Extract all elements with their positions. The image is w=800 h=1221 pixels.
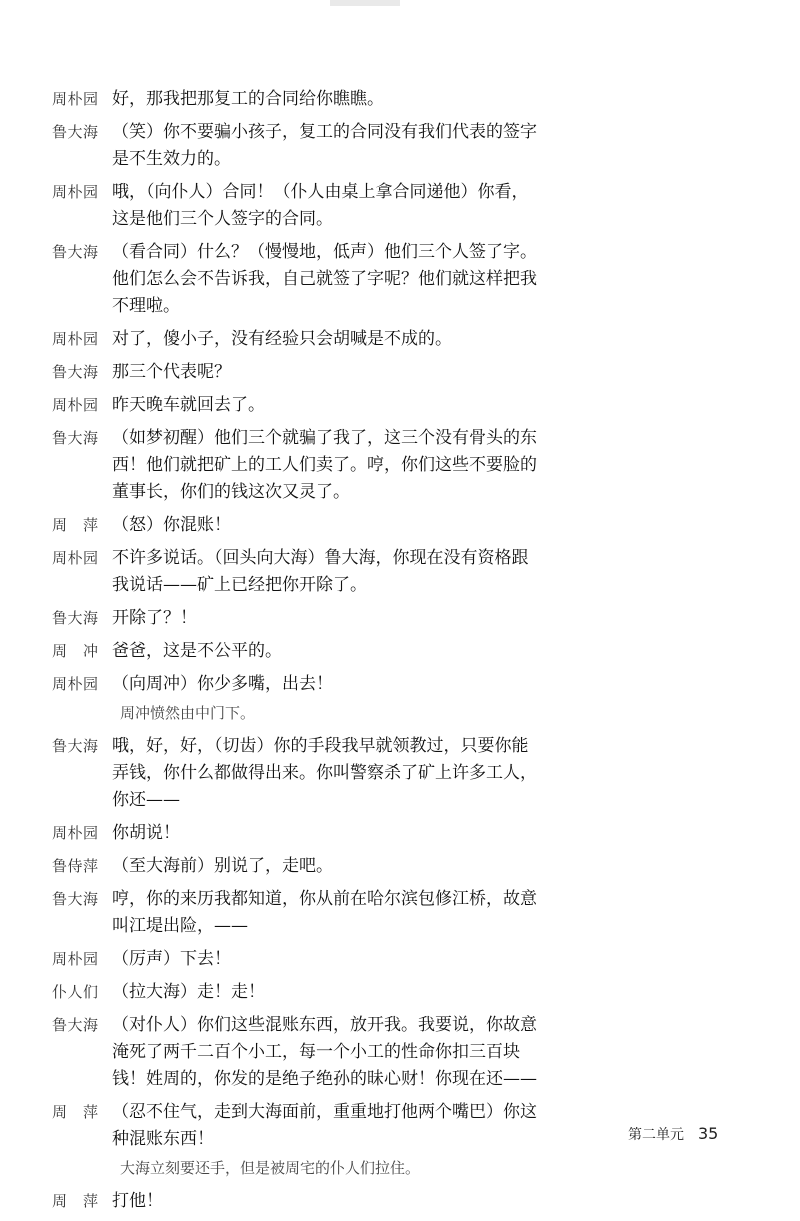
dialogue-line	[52, 979, 752, 1006]
dialogue-line	[52, 1188, 752, 1215]
speaker-name: 周朴园	[52, 675, 99, 693]
dialogue-text: 那三个代表呢？	[112, 362, 231, 382]
dialogue-line	[52, 1012, 752, 1093]
speaker-name: 周朴园	[52, 183, 99, 201]
speaker-name: 鲁大海	[52, 1016, 99, 1034]
speaker-name: 周朴园	[52, 396, 99, 414]
dialogue-text: （向周冲）你少多嘴，出去！	[112, 674, 333, 694]
stage-direction: 大海立刻要还手，但是被周宅的仆人们拉住。	[120, 1159, 421, 1177]
speaker-name: 鲁大海	[52, 609, 99, 627]
dialogue-text: 好，那我把那复工的合同给你瞧瞧。	[112, 89, 384, 109]
dialogue-text: 哦，好，好，（切齿）你的手段我早就领教过，只要你能弄钱，你什么都做得出来。你叫警察杀了矿上许多工人，你还——	[112, 736, 537, 810]
speaker-name: 周朴园	[52, 549, 99, 567]
speaker-name: 周 冲	[52, 642, 99, 660]
speaker-name: 鲁大海	[52, 737, 99, 755]
dialogue-text: 昨天晚车就回去了。	[112, 395, 265, 415]
page-number: 35	[698, 1124, 719, 1143]
dialogue-text: 不许多说话。（回头向大海）鲁大海，你现在没有资格跟我说话——矿上已经把你开除了。	[112, 548, 529, 595]
dialogue-line	[52, 119, 752, 173]
speaker-name: 鲁大海	[52, 429, 99, 447]
dialogue-line	[52, 638, 752, 665]
dialogue-text: 对了，傻小子，没有经验只会胡喊是不成的。	[112, 329, 452, 349]
speaker-name: 周朴园	[52, 950, 99, 968]
page-footer	[628, 1124, 718, 1144]
dialogue-line	[52, 326, 752, 353]
speaker-name: 鲁大海	[52, 363, 99, 381]
dialogue-text: （怒）你混账！	[112, 515, 231, 535]
speaker-name: 仆人们	[52, 983, 99, 1001]
dialogue-line	[52, 605, 752, 632]
speaker-name: 周朴园	[52, 90, 99, 108]
dialogue-line	[52, 425, 752, 506]
dialogue-line	[52, 239, 752, 320]
dialogue-text: 哦，（向仆人）合同！（仆人由桌上拿合同递他）你看，这是他们三个人签字的合同。	[112, 182, 529, 229]
dialogue-text: 打他！	[112, 1191, 163, 1211]
dialogue-text: （拉大海）走！走！	[112, 982, 265, 1002]
dialogue-line	[52, 545, 752, 599]
dialogue-line	[52, 392, 752, 419]
dialogue-line	[52, 733, 752, 814]
speaker-name: 周 萍	[52, 1192, 99, 1210]
speaker-name: 鲁大海	[52, 890, 99, 908]
scan-mark	[330, 0, 400, 6]
speaker-name: 鲁侍萍	[52, 857, 99, 875]
dialogue-line	[52, 671, 752, 698]
speaker-name: 鲁大海	[52, 123, 99, 141]
dialogue-text: （忍不住气，走到大海面前，重重地打他两个嘴巴）你这种混账东西！	[112, 1102, 537, 1149]
speaker-name: 周 萍	[52, 516, 99, 534]
dialogue-text: （笑）你不要骗小孩子，复工的合同没有我们代表的签字是不生效力的。	[112, 122, 537, 169]
dialogue-text: （看合同）什么？（慢慢地，低声）他们三个人签了字。他们怎么会不告诉我，自己就签了字呢？他们就这样把我不理啦。	[112, 242, 537, 316]
speaker-name: 周朴园	[52, 330, 99, 348]
dialogue-text: 开除了？！	[112, 608, 197, 628]
unit-label: 第二单元	[628, 1127, 684, 1143]
dialogue-line	[52, 820, 752, 847]
dialogue-line	[52, 179, 752, 233]
dialogue-line	[52, 86, 752, 113]
dialogue-line	[52, 853, 752, 880]
dialogue-text: 爸爸，这是不公平的。	[112, 641, 282, 661]
dialogue-text: （厉声）下去！	[112, 949, 231, 969]
stage-direction: 周冲愤然由中门下。	[120, 704, 256, 722]
speaker-name: 周朴园	[52, 824, 99, 842]
dialogue-text: （对仆人）你们这些混账东西，放开我。我要说，你故意淹死了两千二百个小工，每一个小工的性命你扣三百块钱！姓周的，你发的是绝子绝孙的昧心财！你现在还——	[112, 1015, 537, 1089]
dialogue-line	[52, 512, 752, 539]
dialogue-text: 哼，你的来历我都知道，你从前在哈尔滨包修江桥，故意叫江堤出险，——	[112, 889, 537, 936]
speaker-name: 周 萍	[52, 1103, 99, 1121]
dialogue-line	[52, 886, 752, 940]
dialogue-text: （至大海前）别说了，走吧。	[112, 856, 333, 876]
dialogue-line	[52, 359, 752, 386]
dialogue-text: 你胡说！	[112, 823, 180, 843]
script-page	[52, 86, 752, 1221]
dialogue-line	[52, 946, 752, 973]
dialogue-text: （如梦初醒）他们三个就骗了我了，这三个没有骨头的东西！他们就把矿上的工人们卖了。哼，你们这些不要脸的董事长，你们的钱这次又灵了。	[112, 428, 537, 502]
speaker-name: 鲁大海	[52, 243, 99, 261]
